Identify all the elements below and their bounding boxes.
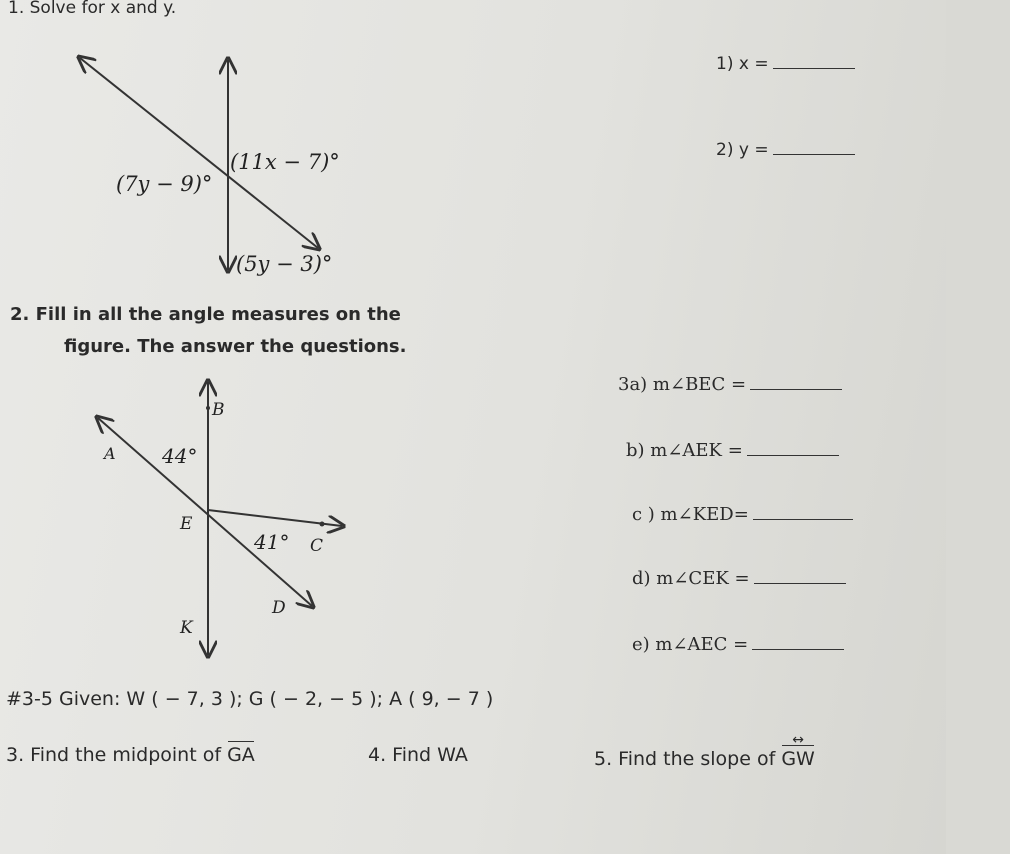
answer-blank-3c[interactable] — [753, 505, 853, 520]
answer-blank-3a[interactable] — [750, 375, 842, 390]
point-C-dot — [320, 522, 325, 527]
line-GW: GW ↔ — [781, 748, 815, 770]
point-label-E: E — [180, 514, 193, 534]
angle-label-5y-3: (5y − 3)° — [236, 252, 333, 276]
question-3-midpoint: 3. Find the midpoint of GA — [6, 744, 255, 766]
problem2-heading-line1: 2. Fill in all the angle measures on the — [10, 304, 401, 325]
problem2-heading-line2: figure. The answer the questions. — [64, 336, 407, 357]
question-3b: b) m∠AEK = — [626, 440, 839, 461]
point-label-D: D — [272, 598, 286, 618]
angle-label-11x-7: (11x − 7)° — [230, 150, 340, 174]
answer-blank-3e[interactable] — [752, 635, 844, 650]
point-label-K: K — [180, 618, 193, 638]
answer-blank-3d[interactable] — [754, 569, 846, 584]
point-label-C: C — [310, 536, 324, 556]
problem1-heading: 1. Solve for x and y. — [8, 0, 177, 18]
question-5-slope: 5. Find the slope of GW ↔ — [594, 748, 815, 770]
question-3c: c ) m∠KED= — [632, 504, 853, 525]
answer-blank-x[interactable] — [773, 54, 855, 69]
answer-blank-3b[interactable] — [747, 441, 839, 456]
question-x: 1) x = — [716, 54, 855, 74]
question-4-distance: 4. Find WA — [368, 744, 468, 766]
question-3e: e) m∠AEC = — [632, 634, 844, 655]
question-3a: 3a) m∠BEC = — [618, 374, 842, 395]
point-label-A: A — [104, 444, 116, 463]
segment-GA: GA — [227, 744, 255, 766]
angle-label-7y-9: (7y − 9)° — [116, 172, 213, 196]
question-3d: d) m∠CEK = — [632, 568, 846, 589]
figure2-line-AD — [98, 418, 312, 606]
point-label-B: B — [212, 400, 225, 420]
question-y: 2) y = — [716, 140, 855, 160]
given-points: #3-5 Given: W ( − 7, 3 ); G ( − 2, − 5 ); A ( 9, − 7 ) — [6, 688, 494, 710]
angle-label-44: 44° — [162, 444, 198, 468]
answer-blank-y[interactable] — [773, 140, 855, 155]
angle-label-41: 41° — [254, 530, 290, 554]
background-edge — [946, 0, 1010, 854]
point-B-dot — [206, 406, 210, 410]
